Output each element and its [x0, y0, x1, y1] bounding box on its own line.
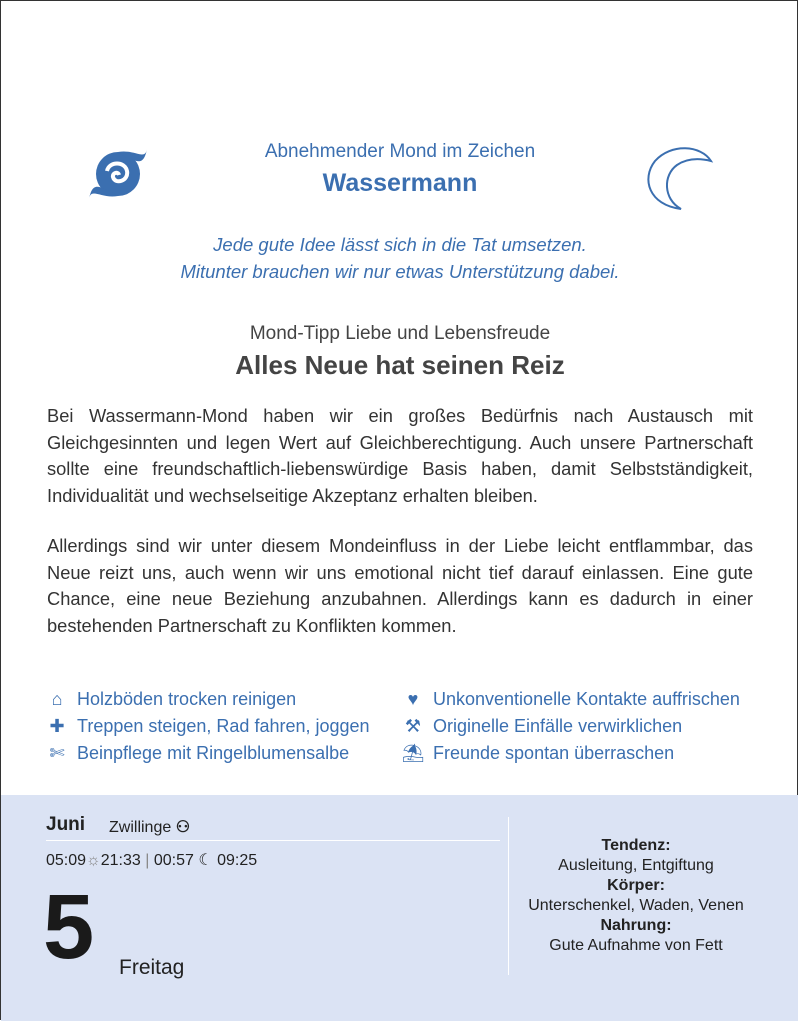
scissors-plant-icon: ✄ — [49, 743, 65, 763]
zodiac-name: Zwillinge — [109, 819, 172, 836]
tendency-label: Tendenz: — [601, 837, 671, 854]
tools-icon: ⚒ — [404, 716, 422, 736]
tip-item — [401, 740, 740, 767]
beach-umbrella-icon: ⛱ — [401, 743, 425, 763]
vertical-divider — [508, 817, 509, 975]
gemini-icon: ⚇ — [175, 819, 191, 836]
tip-text: Beinpflege mit Ringelblumensalbe — [77, 743, 350, 763]
tip-paragraph: Bei Wassermann-Mond haben wir ein großes Bedürfnis nach Austausch mit Gleichgesinnten und legen Wert auf Gleichberechtigung. Auch unsere Partnerschaft sollte eine freundschaftlich-liebenswürdige Basis haben, damit Selbstständigkeit, Individualität und wechselseitige Akzeptanz erhalten bleiben. — [47, 405, 753, 506]
tip-text: Freunde spontan überraschen — [433, 743, 675, 763]
zodiac-label — [109, 817, 190, 837]
separator: | — [145, 852, 150, 869]
zodiac-sign-title: Wassermann — [322, 169, 478, 197]
moon-icon: ☾ — [198, 852, 213, 869]
moonset-time: 09:25 — [217, 852, 258, 869]
tips-left-list — [45, 686, 370, 767]
day-number: 5 — [43, 876, 95, 978]
sunset-time: 21:33 — [100, 852, 141, 869]
sunrise-time: 05:09 — [46, 852, 87, 869]
tip-subtitle: Mond-Tipp Liebe und Lebensfreude — [249, 323, 551, 344]
moon-phase-subtitle: Abnehmender Mond im Zeichen — [264, 141, 536, 162]
tip-item — [401, 713, 740, 740]
tip-paragraph: Allerdings sind wir unter diesem Mondeinfluss in der Liebe leicht entflammbar, das Neue reizt uns, auch wenn wir uns emotional nicht tief darauf einlassen. Eine gute Chance, eine neue Beziehung anzubahnen. Allerdings kann es dadurch in einer bestehenden Partnerschaft zu Konflikten kommen. — [47, 535, 753, 636]
tendency-value: Ausleitung, Entgiftung — [558, 857, 714, 874]
body-label: Körper: — [607, 877, 665, 894]
tip-item — [45, 713, 370, 740]
tip-text: Holzböden trocken reinigen — [77, 689, 297, 709]
house-tree-icon: ⌂ — [51, 689, 63, 709]
sun-moon-times — [46, 850, 257, 870]
weekday-label: Freitag — [119, 956, 185, 979]
food-value: Gute Aufnahme von Fett — [549, 937, 723, 954]
quote-line: Mitunter brauchen wir nur etwas Unterstützung dabei. — [180, 261, 620, 282]
tip-title: Alles Neue hat seinen Reiz — [235, 350, 565, 380]
tip-text: Unkonventionelle Kontakte auffrischen — [433, 689, 740, 709]
divider — [46, 840, 500, 841]
tip-text: Originelle Einfälle verwirklichen — [433, 716, 683, 736]
month-label: Juni — [46, 814, 86, 835]
body-value: Unterschenkel, Waden, Venen — [528, 897, 744, 914]
daily-quote — [1, 231, 798, 285]
food-label: Nahrung: — [600, 917, 672, 934]
tip-item — [45, 686, 370, 713]
heart-icon: ♥ — [407, 689, 419, 709]
tips-right-list — [401, 686, 740, 767]
tip-text: Treppen steigen, Rad fahren, joggen — [77, 716, 370, 736]
tip-item — [401, 686, 740, 713]
tip-item — [45, 740, 370, 767]
sun-icon: ☼ — [86, 852, 101, 869]
health-cross-icon: ✚ — [49, 716, 65, 736]
info-box — [511, 836, 761, 956]
quote-line: Jede gute Idee lässt sich in die Tat umsetzen. — [213, 234, 587, 255]
moonrise-time: 00:57 — [153, 852, 194, 869]
